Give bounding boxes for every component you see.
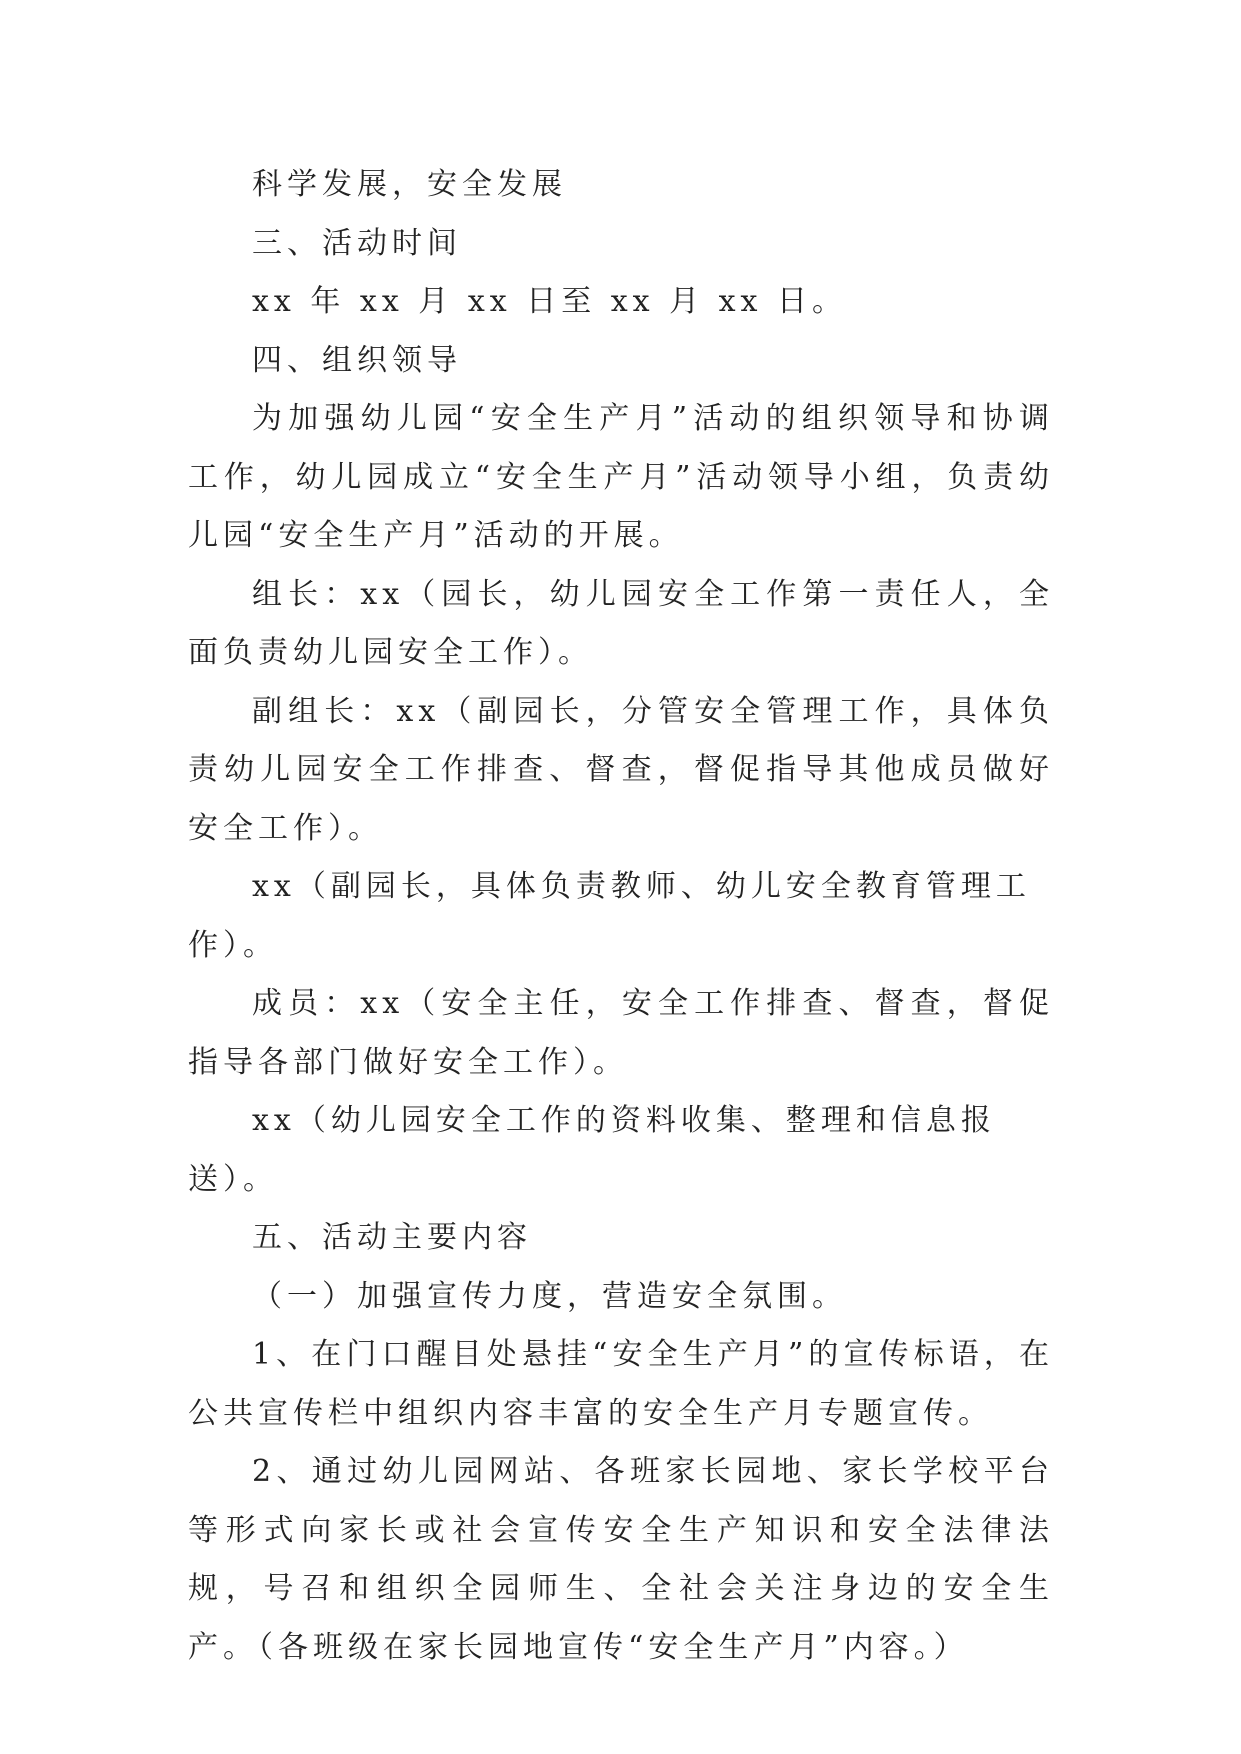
paragraph-deputy-leader-1: 副组长：xx（副园长，分管安全管理工作，具体负责幼儿园安全工作排查、督查，督促指导其他成员做好安全工作）。: [188, 693, 1054, 846]
heading-main-content: 五、活动主要内容: [252, 1220, 532, 1255]
paragraph-slogan: 科学发展，安全发展: [252, 167, 567, 202]
paragraph-member-2: xx（幼儿园安全工作的资料收集、整理和信息报送）。: [188, 1103, 996, 1197]
paragraph-item-2: 2、通过幼儿园网站、各班家长园地、家长学校平台等形式向家长或社会宣传安全生产知识和安全法律法规，号召和组织全园师生、全社会关注身边的安全生产。（各班级在家长园地宣传“安全生产月”内容。）: [188, 1454, 1054, 1665]
document-body: [188, 156, 1054, 1677]
subheading-publicity: （一）加强宣传力度，营造安全氛围。: [252, 1278, 847, 1314]
heading-activity-time: 三、活动时间: [252, 225, 462, 261]
paragraph-deputy-leader-2: xx（副园长，具体负责教师、幼儿安全教育管理工作）。: [188, 869, 1031, 963]
paragraph-item-1: 1、在门口醒目处悬挂“安全生产月”的宣传标语，在公共宣传栏中组织内容丰富的安全生产月专题宣传。: [188, 1337, 1054, 1431]
paragraph-organization-intro: 为加强幼儿园“安全生产月”活动的组织领导和协调工作，幼儿园成立“安全生产月”活动领导小组，负责幼儿园“安全生产月”活动的开展。: [188, 401, 1054, 553]
paragraph-activity-dates: xx 年 xx 月 xx 日至 xx 月 xx 日。: [252, 284, 848, 319]
paragraph-member-1: 成员：xx（安全主任，安全工作排查、督查，督促指导各部门做好安全工作）。: [188, 986, 1054, 1080]
heading-organization: 四、组织领导: [252, 342, 462, 378]
paragraph-group-leader: 组长：xx（园长，幼儿园安全工作第一责任人，全面负责幼儿园安全工作）。: [188, 576, 1054, 670]
